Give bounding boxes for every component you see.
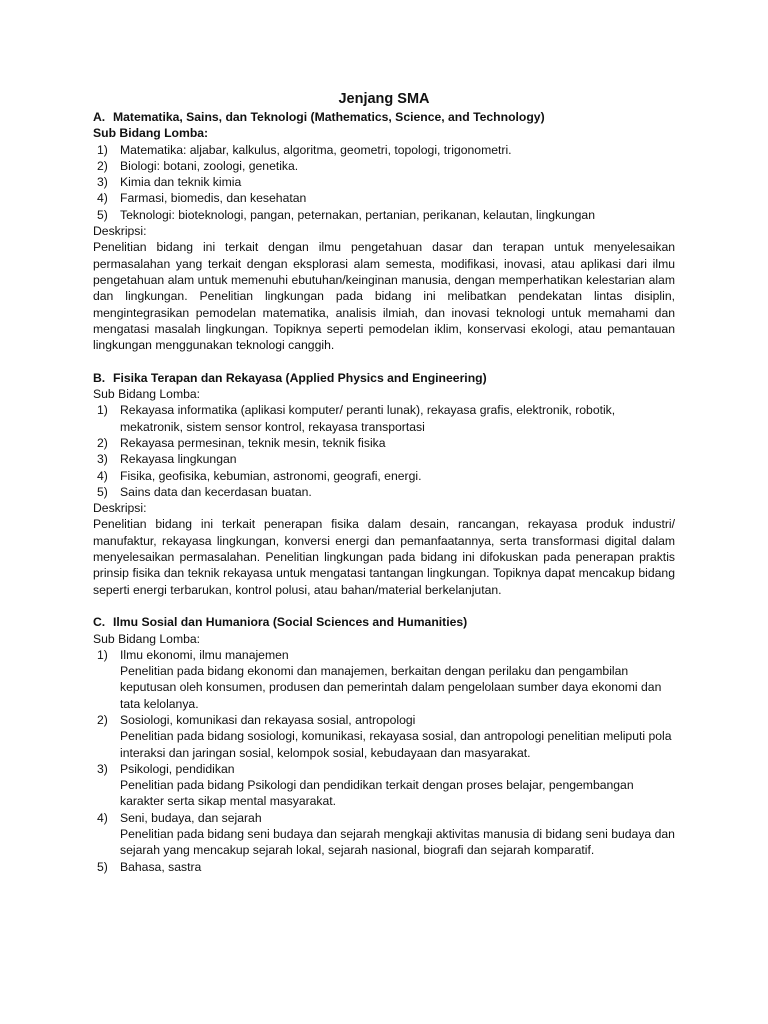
section-letter: C. [93,615,106,630]
section-letter: A. [93,110,106,124]
item-description: Penelitian pada bidang Psikologi dan pendidikan terkait dengan proses belajar, pengembangan karakter serta sikap mental masyarakat. [120,778,634,809]
list-item [93,810,675,859]
list-item [93,142,675,158]
item-number: 1) [97,142,108,157]
description-label: Deskripsi: [93,224,147,239]
page-title: Jenjang SMA [338,91,430,107]
item-text: Fisika, geofisika, kebumian, astronomi, geografi, energi. [120,468,422,483]
sub-bidang-label: Sub Bidang Lomba: [93,126,209,141]
list-item [93,190,675,206]
item-text: Kimia dan teknik kimia [120,175,242,190]
description-text: Penelitian bidang ini terkait dengan ilmu pengetahuan dasar dan terapan untuk menyelesaikan permasalahan yang terkait dengan eksplorasi alam semesta, modifikasi, inovasi, atau aplikasi dari ilmu pengetahuan alam untuk memenuhi ebutuhan/keinginan manusia, dengan memperhatikan kelestarian alam dan lingkungan. Penelitian lingkungan pada bidang ini melibatkan pendekatan lintas disiplin, mengintegrasikan pemodelan matematika, analisis ilmiah, dan inovasi teknologi untuk memahami dan mengatasi masalah lingkungan. Topiknya seperti pemodelan iklim, konservasi ekologi, atau pemantauan lingkungan menggunakan teknologi canggih. [93,240,675,353]
item-number: 3) [97,175,108,190]
sub-bidang-list [93,142,675,223]
section-letter: B. [93,370,106,385]
item-number: 4) [97,191,108,206]
section-a [93,109,675,353]
section-title: Ilmu Sosial dan Humaniora (Social Sciences and Humanities) [113,615,468,630]
description-label: Deskripsi: [93,501,147,516]
list-item [93,647,675,712]
item-description: Penelitian pada bidang sosiologi, komunikasi, rekayasa sosial, dan antropologi penelitian meliputi pola interaksi dan jaringan sosial, kelompok sosial, kebudayaan dan masyarakat. [120,729,672,760]
section-b [93,370,675,598]
item-number: 4) [97,810,108,825]
section-title: Matematika, Sains, dan Teknologi (Mathematics, Science, and Technology) [113,110,545,124]
list-item [93,402,675,435]
item-text: Matematika: aljabar, kalkulus, algoritma, geometri, topologi, trigonometri. [120,142,512,157]
section-heading [93,614,675,630]
item-text: Sosiologi, komunikasi dan rekayasa sosial, antropologi [120,712,416,727]
list-item [93,451,675,467]
item-number: 3) [97,761,108,776]
item-text: Rekayasa lingkungan [120,452,237,467]
item-number: 5) [97,207,108,222]
item-text: Farmasi, biomedis, dan kesehatan [120,191,307,206]
item-text: Teknologi: bioteknologi, pangan, peternakan, pertanian, perikanan, kelautan, lingkungan [120,207,595,222]
item-number: 5) [97,859,108,874]
list-item [93,712,675,761]
section-heading [93,109,675,125]
item-number: 2) [97,158,108,173]
sub-bidang-list [93,647,675,875]
section-spacer [93,353,675,369]
item-text: Sains data dan kecerdasan buatan. [120,484,312,499]
section-title: Fisika Terapan dan Rekayasa (Applied Physics and Engineering) [113,370,487,385]
description-text: Penelitian bidang ini terkait penerapan fisika dalam desain, rancangan, rekayasa produk industri/ manufaktur, rekayasa lingkungan, konversi energi dan pemanfaatannya, serta transformasi digital dalam menyelesaikan permasalahan. Penelitian lingkungan pada bidang ini difokuskan pada penerapan praktis prinsip fisika dan teknik rekayasa untuk mengatasi tantangan lingkungan. Topiknya dapat mencakup bidang seperti energi terbarukan, kontrol polusi, atau bahan/material berkelanjutan. [93,517,675,597]
item-text: Rekayasa permesinan, teknik mesin, teknik fisika [120,435,386,450]
item-text: Seni, budaya, dan sejarah [120,810,262,825]
section-heading [93,370,675,386]
item-text: Biologi: botani, zoologi, genetika. [120,158,299,173]
list-item [93,207,675,223]
list-item [93,859,675,875]
section-c [93,614,675,875]
list-item [93,761,675,810]
sub-bidang-label: Sub Bidang Lomba: [93,387,201,402]
item-number: 4) [97,468,108,483]
item-text: Ilmu ekonomi, ilmu manajemen [120,647,289,662]
item-number: 3) [97,452,108,467]
item-number: 5) [97,484,108,499]
list-item [93,174,675,190]
section-spacer [93,598,675,614]
item-description: Penelitian pada bidang ekonomi dan manajemen, berkaitan dengan perilaku dan pengambilan keputusan oleh konsumen, produsen dan pemerintah dalam pengelolaan sumber daya ekonomi dan tata kelolanya. [120,664,662,711]
list-item [93,468,675,484]
item-description: Penelitian pada bidang seni budaya dan sejarah mengkaji aktivitas manusia di bidang seni budaya dan sejarah yang mencakup sejarah lokal, sejarah nasional, biografi dan sejarah komparatif. [120,827,675,858]
list-item [93,158,675,174]
list-item [93,484,675,500]
list-item [93,435,675,451]
item-text: Rekayasa informatika (aplikasi komputer/ peranti lunak), rekayasa grafis, elektronik, robotik, mekatronik, sistem sensor kontrol, rekayasa transportasi [120,403,616,434]
sub-bidang-label: Sub Bidang Lomba: [93,631,201,646]
item-number: 2) [97,712,108,727]
item-number: 1) [97,403,108,418]
item-number: 2) [97,435,108,450]
item-text: Psikologi, pendidikan [120,761,235,776]
item-text: Bahasa, sastra [120,859,202,874]
item-number: 1) [97,647,108,662]
sub-bidang-list [93,402,675,500]
